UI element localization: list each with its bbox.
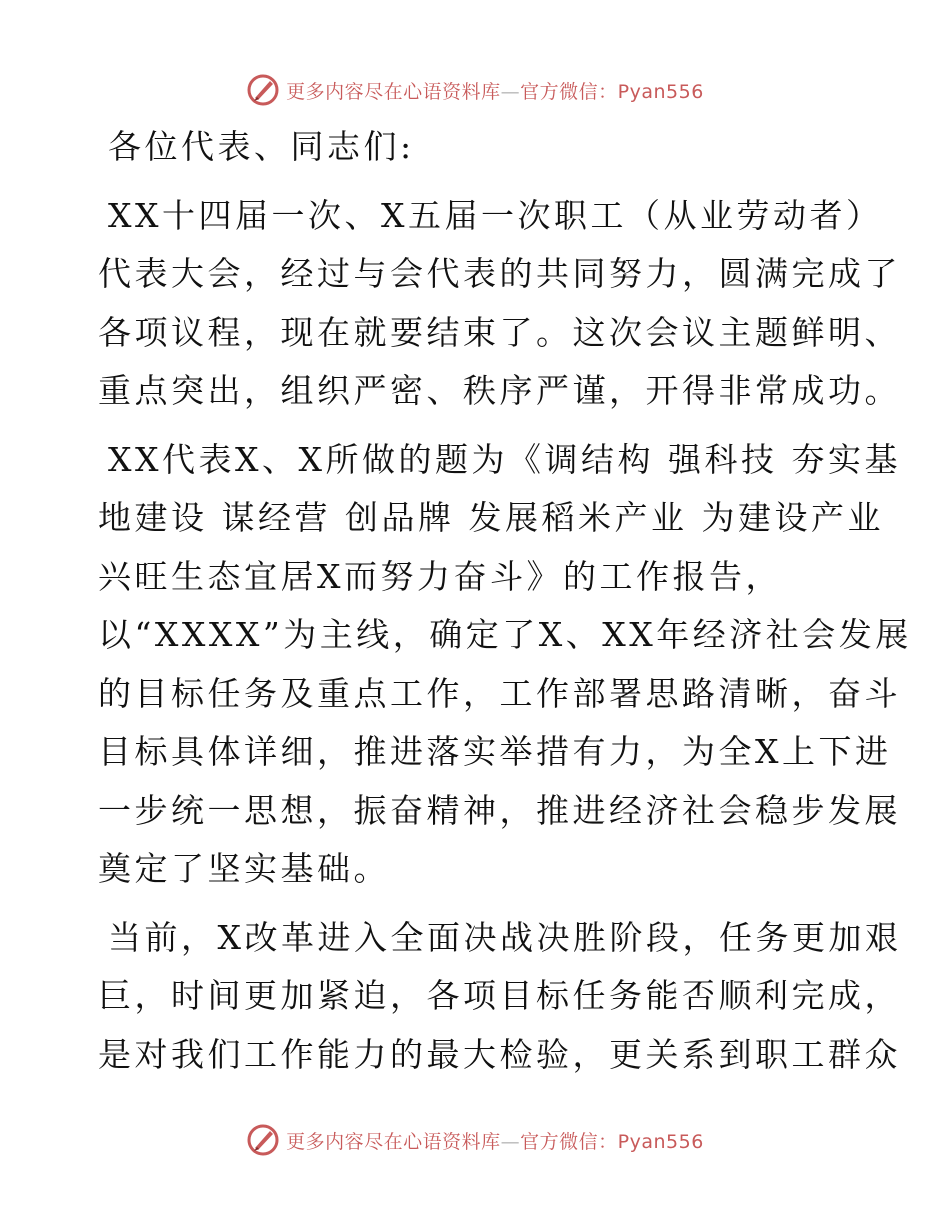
text-line: 巨，时间更加紧迫，各项目标任务能否顺利完成， — [98, 976, 901, 1015]
text-line: 代表大会，经过与会代表的共同努力，圆满完成了 — [98, 254, 901, 293]
header-banner — [0, 70, 950, 110]
banner-text — [286, 77, 704, 104]
text-line: 以“XXXX”为主线，确定了X、XX年经济社会发展 — [98, 615, 912, 654]
banner-separator: — — [500, 1130, 521, 1153]
paragraph-2 — [98, 431, 912, 899]
banner-left-text: 更多内容尽在心语资料库 — [286, 1130, 501, 1153]
banner-right-text: 官方微信：Pyan556 — [520, 80, 704, 103]
text-line: XX十四届一次、X五届一次职工（从业劳动者） — [108, 195, 883, 235]
text-line: 奠定了坚实基础。 — [98, 849, 390, 888]
text-line: 目标具体详细，推进落实举措有力，为全X上下进 — [98, 732, 892, 771]
document-body — [98, 118, 912, 1084]
text-line: 各项议程，现在就要结束了。这次会议主题鲜明、 — [98, 312, 901, 352]
footer-banner — [0, 1120, 950, 1160]
paragraph-3 — [98, 909, 902, 1085]
banner-right-text: 官方微信：Pyan556 — [520, 1130, 704, 1153]
salutation — [98, 118, 858, 177]
banner-text — [286, 1127, 704, 1154]
salutation-text: 各位代表、同志们: — [108, 127, 415, 166]
text-line: 地建设 谋经营 创品牌 发展稻米产业 为建设产业 — [98, 498, 884, 537]
banner-separator: — — [500, 80, 521, 103]
text-line: XX代表X、X所做的题为《调结构 强科技 夯实基 — [108, 439, 901, 479]
quill-seal-icon — [246, 1123, 280, 1157]
paragraph-1 — [98, 187, 901, 421]
text-line: 一步统一思想，振奋精神，推进经济社会稳步发展 — [98, 790, 901, 830]
text-line: 的目标任务及重点工作，工作部署思路清晰，奋斗 — [98, 673, 901, 713]
quill-seal-icon — [246, 73, 280, 107]
text-line: 重点突出，组织严密、秩序严谨，开得非常成功。 — [98, 371, 901, 410]
banner-left-text: 更多内容尽在心语资料库 — [286, 80, 501, 103]
text-line: 兴旺生态宜居X而努力奋斗》的工作报告， — [98, 556, 782, 596]
text-line: 当前，X改革进入全面决战决胜阶段，任务更加艰 — [108, 917, 902, 957]
text-line: 是对我们工作能力的最大检验，更关系到职工群众 — [98, 1034, 901, 1074]
